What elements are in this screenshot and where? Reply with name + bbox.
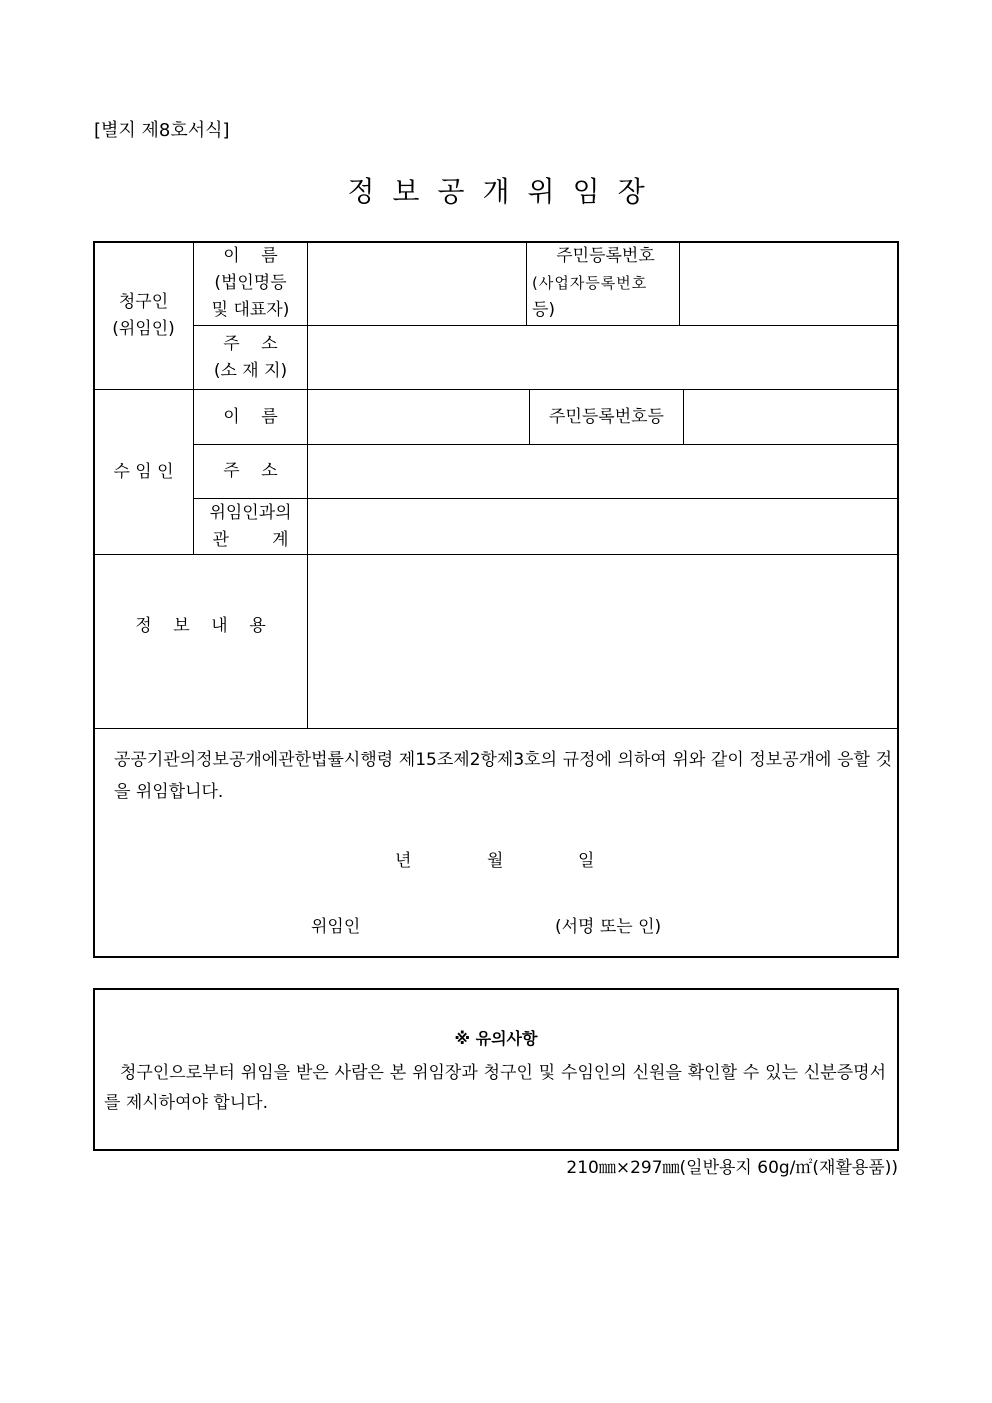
delegate-id-label: 주민등록번호등 bbox=[549, 406, 664, 427]
paper-spec: 210㎜×297㎜(일반용지 60g/㎡(재활용품)) bbox=[566, 1158, 898, 1178]
delegator-signature-label: 위임인 bbox=[311, 917, 361, 937]
delegate-id-field[interactable] bbox=[684, 390, 898, 444]
date-year-label: 년 bbox=[395, 851, 412, 871]
requester-name-label: 이 름 (법인명등 및 대표자) bbox=[211, 246, 290, 320]
delegate-relation-field[interactable] bbox=[308, 499, 898, 554]
requester-id-label: 주민등록번호 (사업자등록번호 등) bbox=[532, 246, 655, 320]
requester-address-label: 주 소 (소 재 지) bbox=[213, 333, 288, 381]
date-day-label: 일 bbox=[578, 851, 595, 871]
delegate-address-label: 주 소 bbox=[223, 461, 278, 481]
delegate-relation-label: 위임인과의 관 계 bbox=[209, 502, 292, 550]
delegate-section-label: 수 임 인 bbox=[113, 461, 174, 482]
delegate-name-label: 이 름 bbox=[223, 406, 278, 427]
date-month-label: 월 bbox=[487, 851, 504, 871]
delegate-address-field[interactable] bbox=[308, 445, 898, 498]
delegation-statement: 공공기관의정보공개에관한법률시행령 제15조제2항제3호의 규정에 의하여 위와 같이 정보공개에 응할 것을 위임합니다. bbox=[114, 750, 892, 802]
notice-text: 청구인으로부터 위임을 받은 사람은 본 위임장과 청구인 및 수임인의 신원을 확인할 수 있는 신분증명서를 제시하여야 합니다. bbox=[104, 1063, 886, 1113]
info-content-label: 정 보 내 용 bbox=[135, 615, 266, 636]
info-content-field[interactable] bbox=[308, 555, 898, 728]
page-title: 정보공개위임장 bbox=[347, 175, 663, 208]
requester-name-field[interactable] bbox=[308, 242, 526, 325]
form-number-label: [별지 제8호서식] bbox=[94, 120, 230, 141]
requester-address-field[interactable] bbox=[308, 326, 898, 389]
requester-section-label: 청구인 (위임인) bbox=[112, 291, 175, 339]
requester-id-field[interactable] bbox=[680, 242, 898, 325]
signature-hint: (서명 또는 인) bbox=[555, 917, 662, 937]
delegate-name-field[interactable] bbox=[308, 390, 529, 444]
notice-title: ※ 유의사항 bbox=[454, 1029, 538, 1048]
